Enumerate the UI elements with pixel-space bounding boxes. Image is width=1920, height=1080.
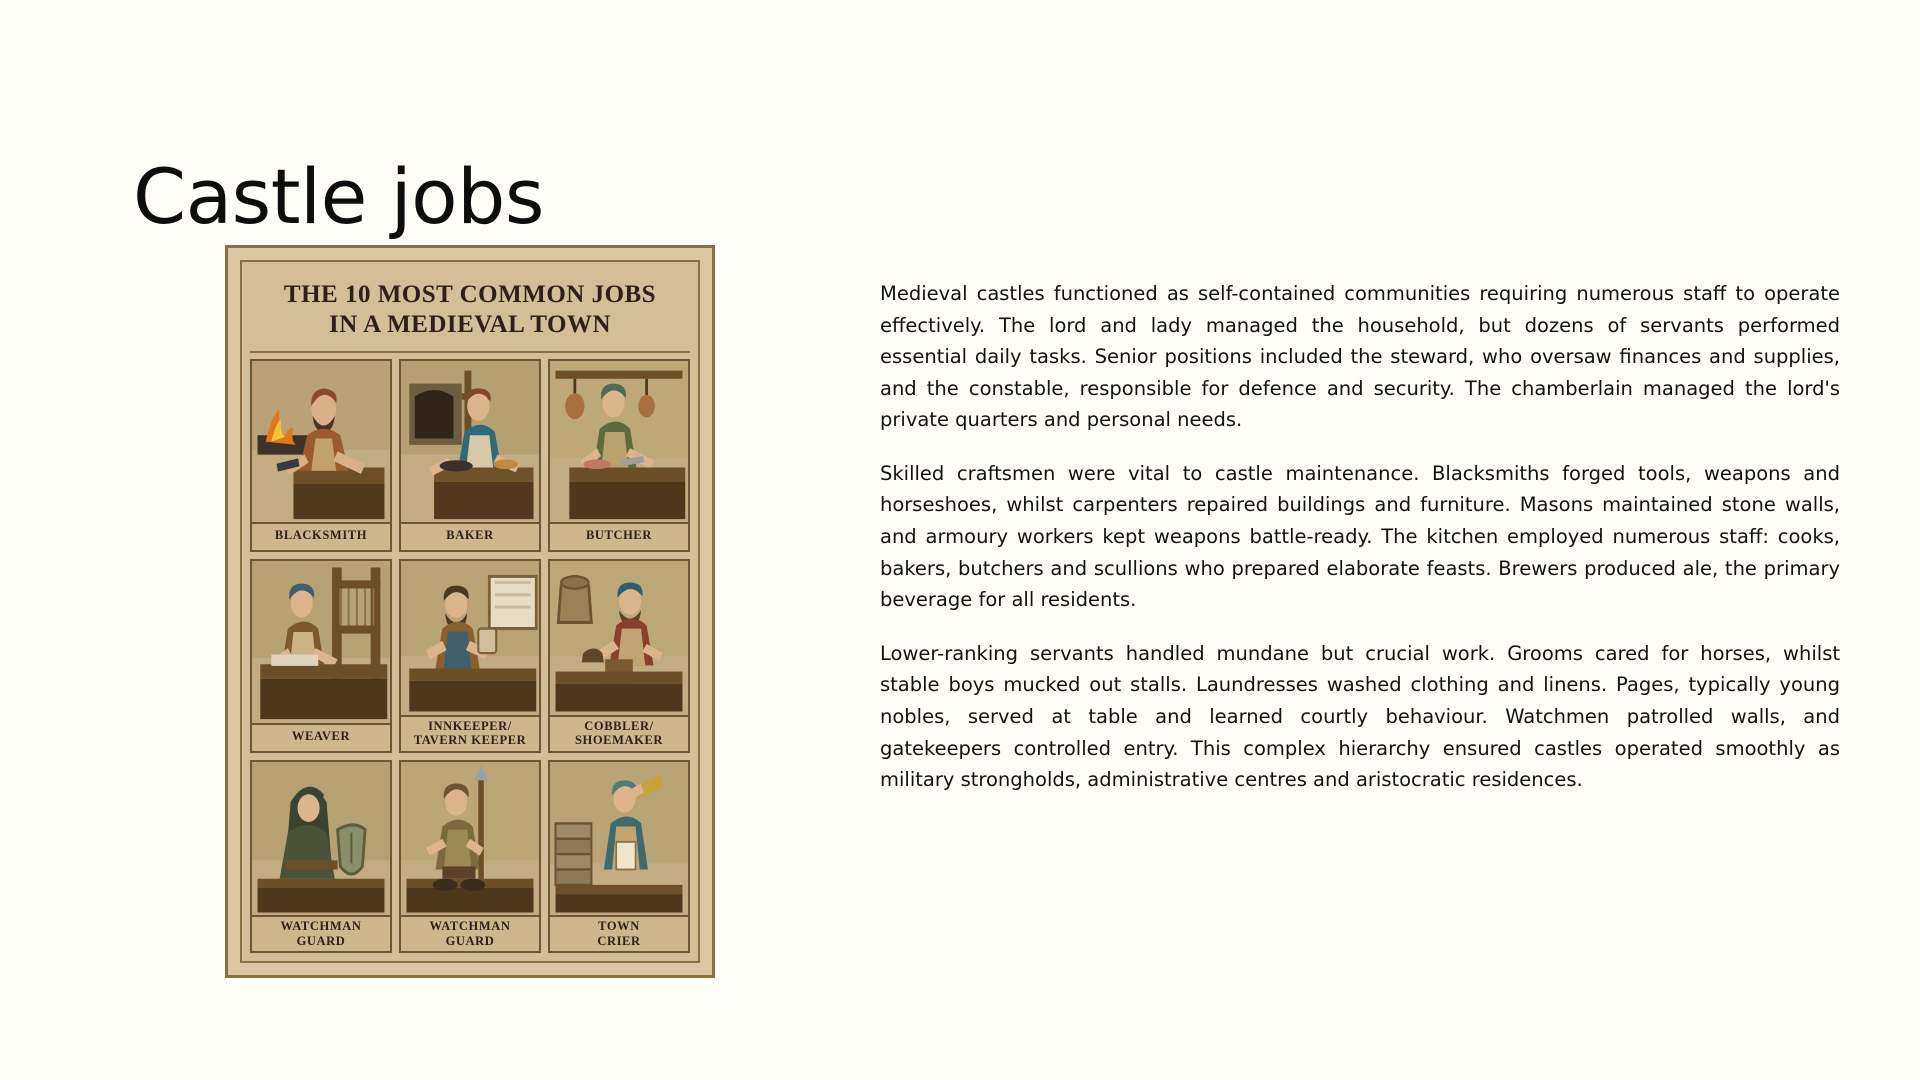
cobbler-illustration xyxy=(550,561,688,715)
town-crier-illustration xyxy=(550,762,688,916)
job-label-weaver: WEAVER xyxy=(252,723,390,751)
job-cell-watchman-guard-spear xyxy=(399,760,541,953)
body-paragraph-3: Lower-ranking servants handled mundane but crucial work. Grooms cared for horses, whilst stable boys mucked out stalls. Laundresses washed clothing and linens. Pages, typically young nobles, served at table and learned courtly behaviour. Watchmen patrolled walls, and gatekeepers controlled entry. This complex hierarchy ensured castles operated smoothly as military strongholds, administrative centres and aristocratic residences. xyxy=(880,641,1840,792)
page-title: Castle jobs xyxy=(133,151,545,241)
body-text-column xyxy=(880,278,1840,796)
poster-heading-line2: IN A MEDIEVAL TOWN xyxy=(328,310,611,338)
job-label-cobbler xyxy=(550,715,688,751)
job-label-watchman-guard-2 xyxy=(401,915,539,951)
job-label-town-crier-line2: CRIER xyxy=(597,933,641,948)
baker-illustration xyxy=(401,361,539,522)
innkeeper-illustration xyxy=(401,561,539,715)
poster-heading-line1: THE 10 MOST COMMON JOBS xyxy=(283,281,657,308)
job-label-cobbler-line2: SHOEMAKER xyxy=(574,733,664,748)
weaver-illustration xyxy=(252,561,390,722)
job-label-watchman-guard-1-line1: WATCHMAN xyxy=(280,919,362,934)
job-label-watchman-guard-1-line2: GUARD xyxy=(296,933,346,948)
poster-heading xyxy=(250,270,690,353)
job-cell-weaver xyxy=(250,559,392,752)
job-label-cobbler-line1: COBBLER/ xyxy=(584,718,654,733)
job-cell-innkeeper xyxy=(399,559,541,752)
job-label-town-crier-line1: TOWN xyxy=(598,919,640,934)
watchman-guard-spear-illustration xyxy=(401,762,539,916)
body-paragraph-2: Skilled craftsmen were vital to castle maintenance. Blacksmiths forged tools, weapons and horseshoes, whilst carpenters repaired buildings and furniture. Masons maintained stone walls, and armoury workers kept weapons battle-ready. The kitchen employed numerous staff: cooks, bakers, butchers and scullions who prepared elaborate feasts. Brewers produced ale, the primary beverage for all residents. xyxy=(880,461,1840,612)
job-label-innkeeper-line1: INNKEEPER/ xyxy=(428,718,512,733)
poster-inner-frame xyxy=(240,260,700,963)
medieval-jobs-poster xyxy=(225,245,715,978)
body-paragraph-1: Medieval castles functioned as self-contained communities requiring numerous staff to operate effectively. The lord and lady managed the household, but dozens of servants performed essential daily tasks. Senior positions included the steward, who oversaw finances and supplies, and the constable, responsible for defence and security. The chamberlain managed the lord's private quarters and personal needs. xyxy=(880,282,1840,432)
job-cell-baker xyxy=(399,359,541,552)
job-cell-watchman-guard-shield xyxy=(250,760,392,953)
job-cell-cobbler xyxy=(548,559,690,752)
poster-job-grid xyxy=(250,359,690,953)
job-cell-town-crier xyxy=(548,760,690,953)
job-cell-blacksmith xyxy=(250,359,392,552)
job-label-watchman-guard-2-line1: WATCHMAN xyxy=(429,919,511,934)
job-label-town-crier xyxy=(550,915,688,951)
job-cell-butcher xyxy=(548,359,690,552)
job-label-blacksmith: BLACKSMITH xyxy=(252,522,390,550)
watchman-guard-shield-illustration xyxy=(252,762,390,916)
job-label-butcher: BUTCHER xyxy=(550,522,688,550)
job-label-watchman-guard-1 xyxy=(252,915,390,951)
blacksmith-illustration xyxy=(252,361,390,522)
butcher-illustration xyxy=(550,361,688,522)
job-label-innkeeper-line2: TAVERN KEEPER xyxy=(413,733,527,748)
job-label-innkeeper xyxy=(401,715,539,751)
job-label-baker: BAKER xyxy=(401,522,539,550)
job-label-watchman-guard-2-line2: GUARD xyxy=(445,933,495,948)
